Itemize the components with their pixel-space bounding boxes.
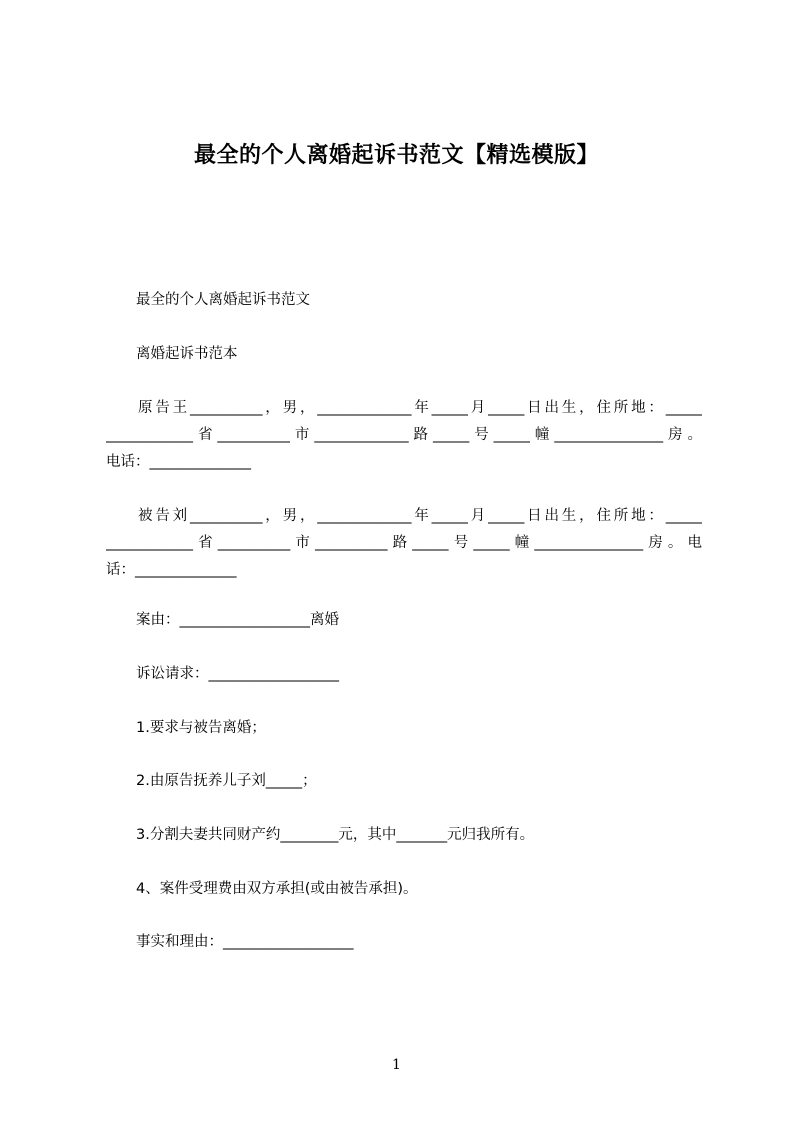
text-line: 案由：__________________离婚 bbox=[136, 612, 339, 628]
text-line: 4、案件受理费由双方承担(或由被告承担)。 bbox=[136, 881, 418, 897]
text-line: 3.分割夫妻共同财产约________元，其中_______元归我所有。 bbox=[136, 827, 535, 843]
text-line: 最全的个人离婚起诉书范文 bbox=[136, 292, 310, 308]
paragraph-facts-label bbox=[136, 929, 702, 956]
paragraph-claim-4 bbox=[136, 876, 702, 903]
text-line: 电话：______________ bbox=[106, 454, 251, 470]
text-line: 离婚起诉书范本 bbox=[136, 346, 238, 362]
text-line: 原告王__________，男，_____________年_____月_____日出生，住所地：_____ bbox=[138, 400, 702, 416]
paragraph-cause bbox=[136, 607, 702, 634]
document-title: 最全的个人离婚起诉书范文【精选模版】 bbox=[193, 143, 599, 168]
text-line: ____________省__________市_____________路_____号_____幢_______________房。 bbox=[106, 427, 702, 443]
paragraph-claim-3 bbox=[136, 822, 702, 849]
paragraph-claims-label bbox=[136, 661, 702, 688]
paragraph-plaintiff bbox=[106, 395, 702, 476]
paragraph-heading-2 bbox=[136, 341, 702, 368]
paragraph-defendant bbox=[106, 503, 702, 584]
page-number: 1 bbox=[392, 1057, 401, 1073]
text-line: 2.由原告抚养儿子刘_____； bbox=[136, 773, 317, 789]
text-line: 1.要求与被告离婚； bbox=[136, 720, 266, 736]
paragraph-claim-1 bbox=[136, 715, 702, 742]
text-line: 话：______________ bbox=[106, 562, 237, 578]
text-line: ____________省__________市__________路_____号_____幢_______________房。电 bbox=[106, 535, 702, 551]
text-line: 事实和理由：__________________ bbox=[136, 934, 354, 950]
text-line: 诉讼请求：__________________ bbox=[136, 666, 339, 682]
text-line: 被告刘__________，男，_____________年_____月_____日出生，住所地：_____ bbox=[138, 508, 702, 524]
paragraph-heading-1 bbox=[136, 287, 702, 314]
paragraph-claim-2 bbox=[136, 768, 702, 795]
